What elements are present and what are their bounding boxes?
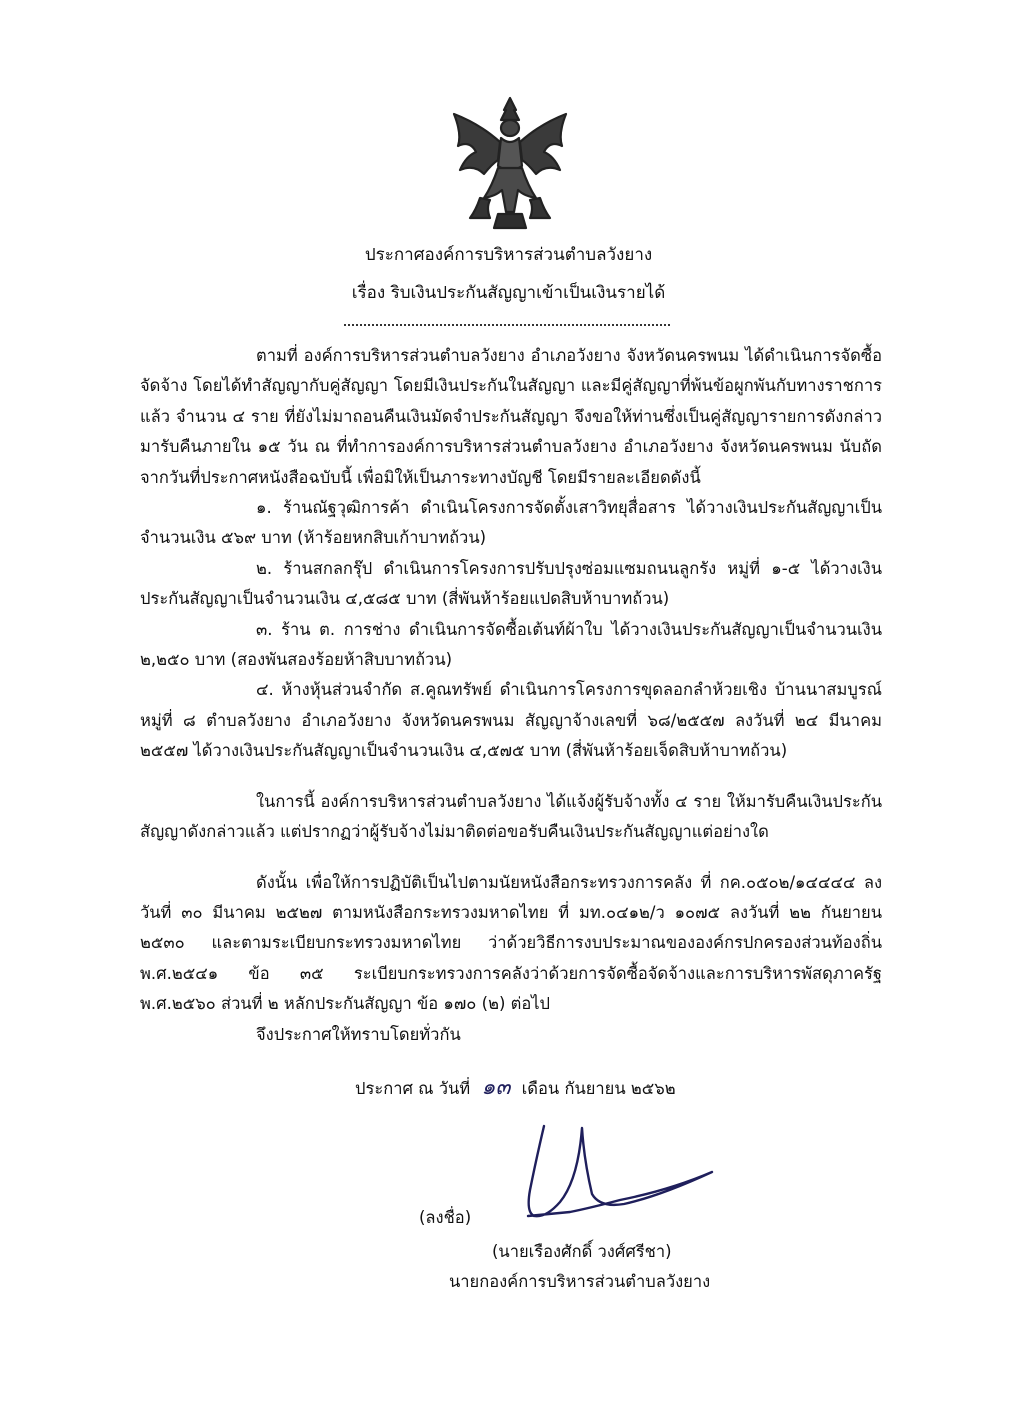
list-item: ๒. ร้านสกลกรุ๊ป ดำเนินการโครงการปรับปรุงซ่อมแซมถนนลูกรัง หมู่ที่ ๑-๕ ได้วางเงินประกันสัญญาเป็นจำนวนเงิน ๔,๕๘๕ บาท (สี่พันห้าร้อยแปดสิบห้าบาทถ้วน) <box>140 558 882 609</box>
handwritten-signature <box>500 1120 720 1230</box>
list-item: ๓. ร้าน ต. การช่าง ดำเนินการจัดซื้อเต้นท์ผ้าใบ ได้วางเงินประกันสัญญาเป็นจำนวนเงิน ๒,๒๕๐ บาท (สองพันสองร้อยห้าสิบบาทถ้วน) <box>140 619 882 670</box>
signer-position: นายกองค์การบริหารส่วนตำบลวังยาง <box>449 1272 711 1291</box>
date-day-handwritten: ๑๓ <box>481 1075 511 1100</box>
announcement-subject: เรื่อง ริบเงินประกันสัญญาเข้าเป็นเงินรายได้ <box>351 283 666 303</box>
announcement-title: ประกาศองค์การบริหารส่วนตำบลวังยาง <box>364 245 653 265</box>
date-prefix: ประกาศ ณ วันที่ <box>355 1079 471 1098</box>
date-month-prefix: เดือน <box>521 1079 560 1098</box>
dotted-divider <box>344 324 670 326</box>
announcement-date <box>355 1074 676 1103</box>
list-item: ๔. ห้างหุ้นส่วนจำกัด ส.คูณทรัพย์ ดำเนินการโครงการขุดลอกลำห้วยเชิง บ้านนาสมบูรณ์ หมู่ที่ ๘ ตำบลวังยาง อำเภอวังยาง จังหวัดนครพนม สัญญาจ้างเลขที่ ๖๘/๒๕๕๗ ลงวันที่ ๒๔ มีนาคม ๒๕๕๗ ได้วางเงินประกันสัญญาเป็นจำนวนเงิน ๔,๕๗๕ บาท (สี่พันห้าร้อยเจ็ดสิบห้าบาทถ้วน) <box>140 680 882 761</box>
announce-line: จึงประกาศให้ทราบโดยทั่วกัน <box>256 1025 461 1044</box>
list-item: ๑. ร้านณัฐวุฒิการค้า ดำเนินโครงการจัดตั้งเสาวิทยุสื่อสาร ได้วางเงินประกันสัญญาเป็นจำนวนเงิน ๕๖๙ บาท (ห้าร้อยหกสิบเก้าบาทถ้วน) <box>140 498 882 548</box>
signer-name: (นายเรืองศักดิ์ วงศ์ศรีชา) <box>492 1242 672 1261</box>
announcement-body <box>140 341 882 1020</box>
date-month-year: กันยายน ๒๕๖๒ <box>564 1079 676 1098</box>
notice-paragraph: ในการนี้ องค์การบริหารส่วนตำบลวังยาง ได้แจ้งผู้รับจ้างทั้ง ๔ ราย ให้มารับคืนเงินประกันสัญญาดังกล่าวแล้ว แต่ปรากฏว่าผู้รับจ้างไม่มาติดต่อขอรับคืนเงินประกันสัญญาแต่อย่างใด <box>140 791 882 842</box>
signature-label: (ลงชื่อ) <box>419 1208 472 1227</box>
garuda-emblem-icon <box>440 94 580 234</box>
conclusion-paragraph: ดังนั้น เพื่อให้การปฏิบัติเป็นไปตามนัยหนังสือกระทรวงการคลัง ที่ กค.๐๕๐๒/๑๔๔๔๔ ลงวันที่ ๓๐ มีนาคม ๒๕๒๗ ตามหนังสือกระทรวงมหาดไทย ที่ มท.๐๔๑๒/ว ๑๐๗๕ ลงวันที่ ๒๒ กันยายน ๒๕๓๐ และตามระเบียบกระทรวงมหาดไทย ว่าด้วยวิธีการงบประมาณขององค์กรปกครองส่วนท้องถิ่น พ.ศ.๒๕๔๑ ข้อ ๓๕ ระเบียบกระทรวงการคลังว่าด้วยการจัดซื้อจัดจ้างและการบริหารพัสดุภาครัฐ พ.ศ.๒๕๖๐ ส่วนที่ ๒ หลักประกันสัญญา ข้อ ๑๗๐ (๒) ต่อไป <box>140 872 882 1014</box>
intro-paragraph: ตามที่ องค์การบริหารส่วนตำบลวังยาง อำเภอวังยาง จังหวัดนครพนม ได้ดำเนินการจัดซื้อจัดจ้าง โดยได้ทำสัญญากับคู่สัญญา โดยมีเงินประกันในสัญญา และมีคู่สัญญาที่พ้นข้อผูกพันกับทางราชการแล้ว จำนวน ๔ ราย ที่ยังไม่มาถอนคืนเงินมัดจำประกันสัญญา จึงขอให้ท่านซึ่งเป็นคู่สัญญารายการดังกล่าวมารับคืนภายใน ๑๕ วัน ณ ที่ทำการองค์การบริหารส่วนตำบลวังยาง อำเภอวังยาง จังหวัดนครพนม นับถัดจากวันที่ประกาศหนังสือฉบับนี้ เพื่อมิให้เป็นภาระทางบัญชี โดยมีรายละเอียดดังนี้ <box>140 346 882 487</box>
